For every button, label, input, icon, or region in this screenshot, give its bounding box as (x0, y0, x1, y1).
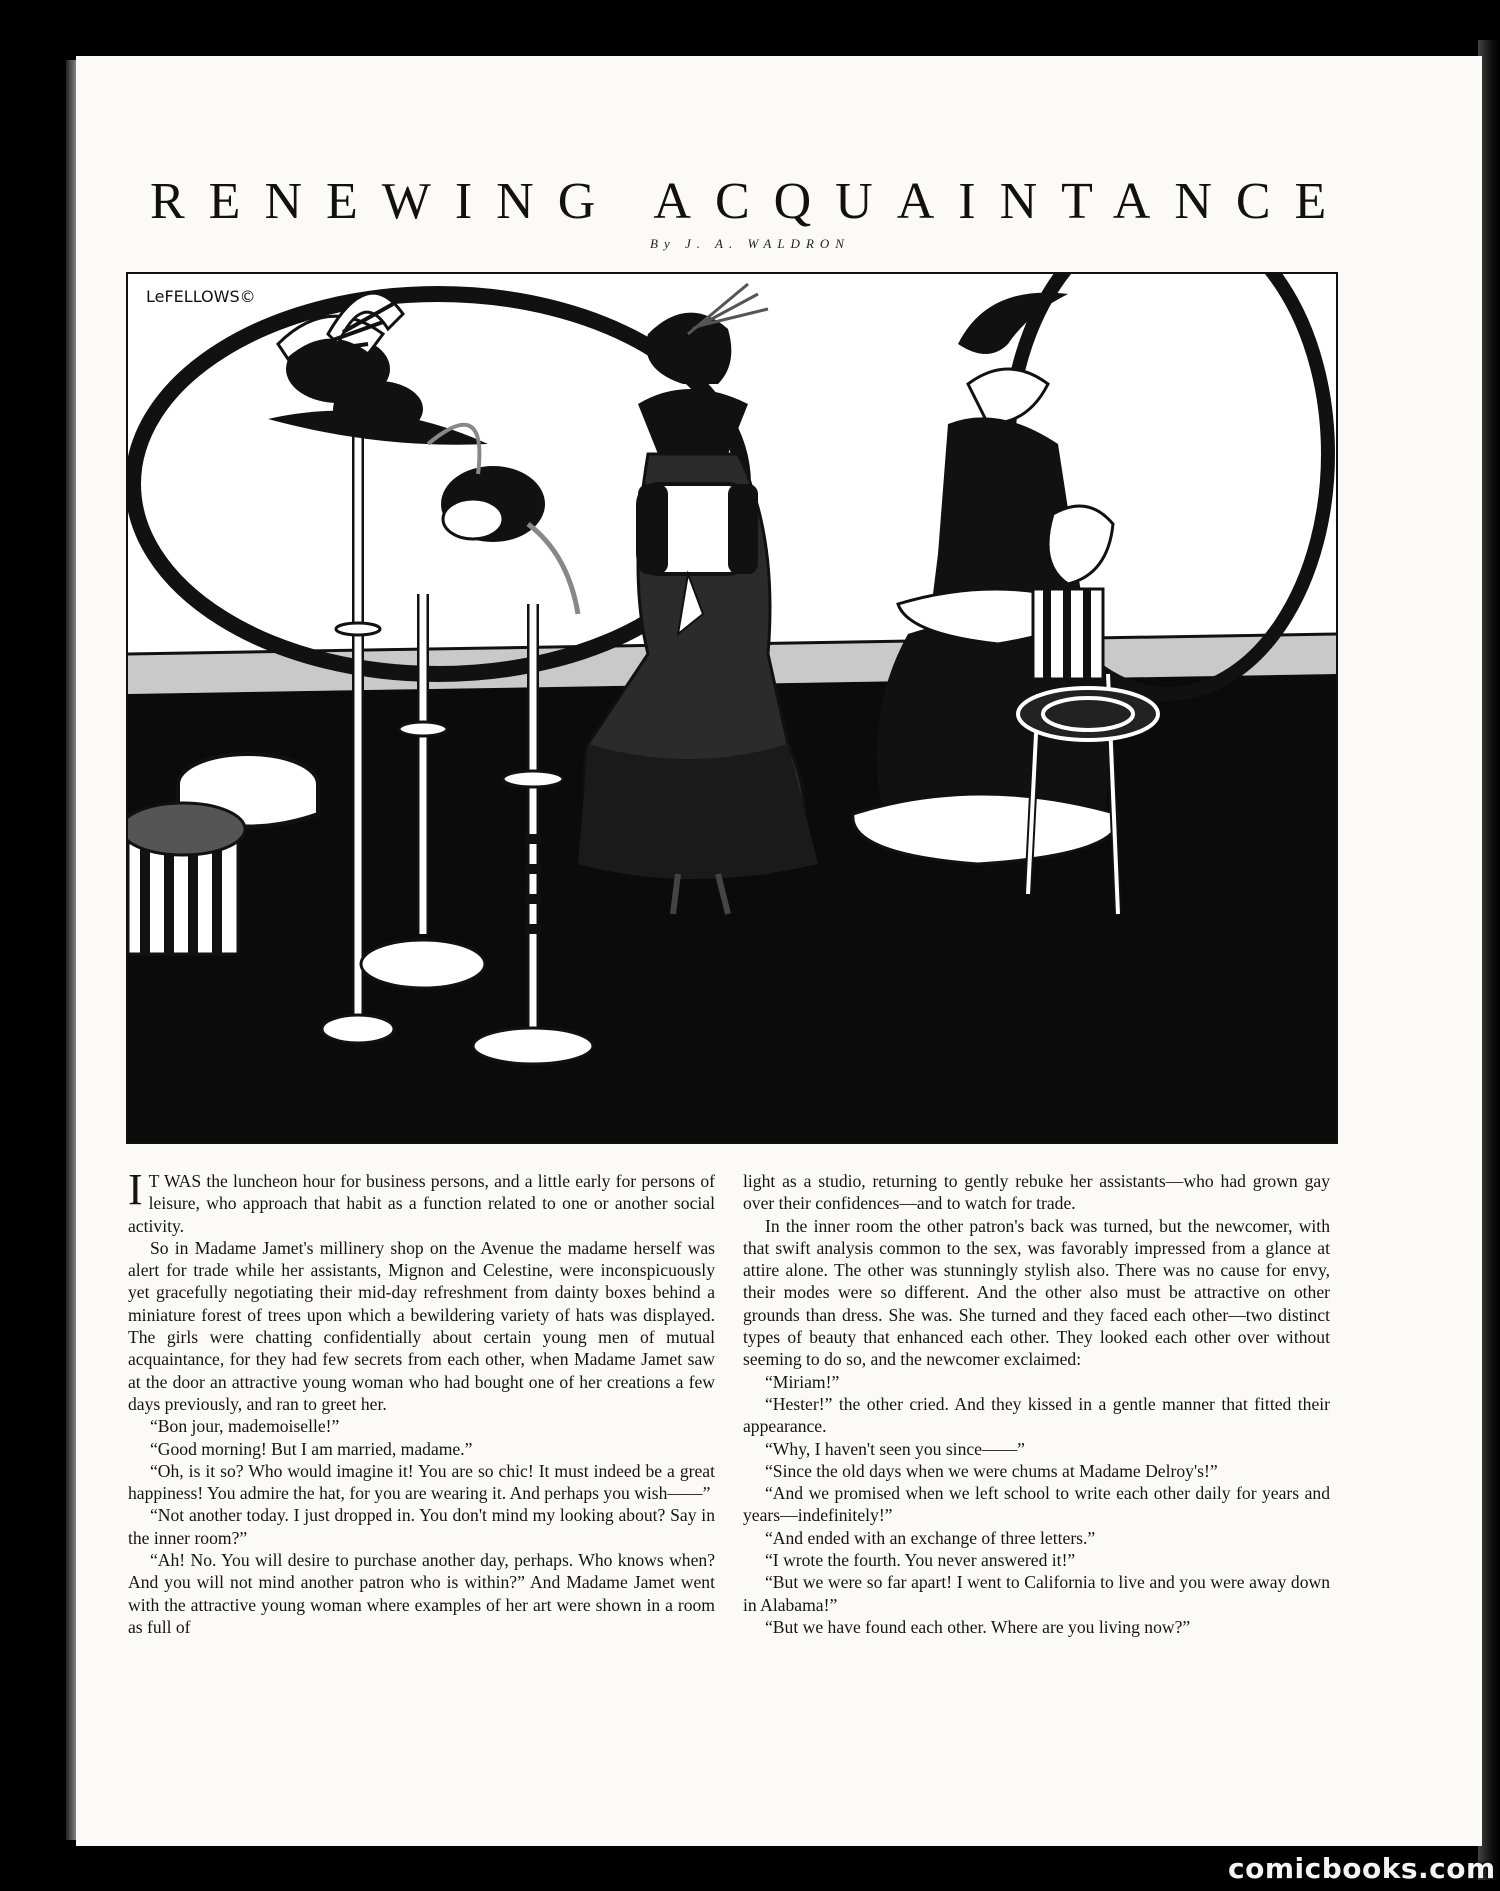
paragraph-text: So in Madame Jamet's millinery shop on the Avenue the madame herself was alert for trade while her assistants, Mignon and Celestine, were inconspicuously yet gracefully negotiating their mid-day refreshment from dainty boxes behind a miniature forest of trees upon which a bewildering variety of hats was displayed. The girls were chatting confidentially about certain young men of mutual acquaintance, for they had few secrets from each other, when Madame Jamet saw at the door an attractive young woman who had bought one of her creations a few days previously, and ran to greet her. (128, 1237, 715, 1414)
paragraph-text: “But we have found each other. Where are you living now?” (765, 1616, 1191, 1637)
paragraph-text: “Miriam!” (765, 1371, 840, 1392)
paragraph-text: light as a studio, returning to gently rebuke her assistants—who had grown gay over their confidences—and to watch for trade. (743, 1171, 1330, 1214)
paragraph-text: “Hester!” the other cried. And they kissed in a gentle manner that fitted their appearance. (743, 1393, 1330, 1437)
paragraph-text: “Good morning! But I am married, madame.” (150, 1438, 473, 1459)
site-watermark: comicbooks.com (1228, 1852, 1496, 1885)
paragraph-text: “I wrote the fourth. You never answered it!” (765, 1550, 1076, 1571)
paragraph-text: In the inner room the other patron's back was turned, but the newcomer, with that swift analysis common to the sex, was favorably impressed from a glance at attire alone. The other was stunningly stylish also. There was no cause for envy, their modes were so different. And the other also must be attractive on other grounds than dress. She was. She turned and they faced each other—two distinct types of beauty that enhanced each other. They looked each other over without seeming to do so, and the newcomer exclaimed: (743, 1215, 1330, 1370)
article-paragraph (128, 1460, 715, 1505)
article-paragraph (128, 1549, 715, 1638)
paragraph-text: “Ah! No. You will desire to purchase another day, perhaps. Who knows when? And you will not mind another patron who is within?” And Madame Jamet went with the attractive young woman where examples of her art were shown in a room as full of (128, 1550, 715, 1637)
paragraph-text: “Since the old days when we were chums at Madame Delroy's!” (765, 1460, 1218, 1481)
article-paragraph (128, 1438, 715, 1460)
article-paragraph (743, 1482, 1330, 1527)
article-paragraph (128, 1415, 715, 1437)
article-paragraph (128, 1237, 715, 1415)
article-paragraph (743, 1170, 1330, 1215)
article-paragraph (743, 1527, 1330, 1549)
article-paragraph (743, 1371, 1330, 1393)
millinery-shop-illustration (126, 272, 1338, 1144)
article-paragraph (743, 1393, 1330, 1438)
paragraph-text: “Oh, is it so? Who would imagine it! You are so chic! It must indeed be a great happiness! You admire the hat, for you are wearing it. And perhaps you wish——” (128, 1460, 715, 1504)
paragraph-text: “And ended with an exchange of three letters.” (765, 1527, 1096, 1548)
paragraph-text: “But we were so far apart! I went to California to live and you were away down in Alabama!” (743, 1572, 1330, 1615)
artist-signature: LeFELLOWS© (146, 287, 256, 306)
article-paragraph (743, 1438, 1330, 1460)
illustration-drawing (128, 274, 1336, 1142)
paragraph-text: “Why, I haven't seen you since——” (765, 1438, 1025, 1459)
drop-cap: I (128, 1165, 143, 1214)
article-title: RENEWING ACQUAINTANCE (150, 173, 1351, 230)
paragraph-text: “Not another today. I just dropped in. You don't mind my looking about? Say in the inner room?” (128, 1505, 715, 1548)
article-paragraph (128, 1165, 715, 1237)
article-column-right (743, 1170, 1330, 1638)
article-column-left (128, 1165, 715, 1638)
article-paragraph (743, 1460, 1330, 1482)
paragraph-text: T WAS the luncheon hour for business persons, and a little early for persons of leisure, who approach that habit as a function related to one or another social activity. (128, 1171, 715, 1236)
article-paragraph (743, 1571, 1330, 1616)
article-paragraph (743, 1616, 1330, 1638)
article-paragraph (743, 1215, 1330, 1371)
article-byline: By J. A. WALDRON (650, 236, 850, 251)
paragraph-text: “And we promised when we left school to write each other daily for years and years—indefinitely!” (743, 1483, 1330, 1526)
article-paragraph (128, 1504, 715, 1549)
paragraph-text: “Bon jour, mademoiselle!” (150, 1416, 340, 1437)
article-paragraph (743, 1549, 1330, 1571)
